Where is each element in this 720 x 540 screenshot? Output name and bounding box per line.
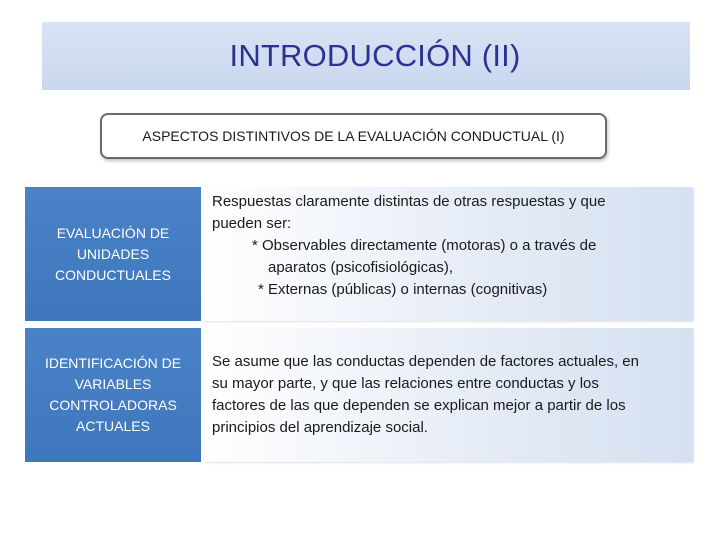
- subtitle-box: [100, 113, 607, 159]
- description-line: * Observables directamente (motoras) o a través de: [252, 237, 597, 254]
- row-label-line: IDENTIFICACIÓN DE: [44, 355, 182, 371]
- row-label-cell: [25, 187, 201, 321]
- title-banner: [42, 22, 690, 90]
- description-line: Respuestas claramente distintas de otras respuestas y que: [212, 193, 606, 210]
- description-line: aparatos (psicofisiológicas),: [268, 259, 454, 276]
- description-line: pueden ser:: [212, 215, 292, 232]
- row-label-line: EVALUACIÓN DE: [56, 224, 170, 241]
- description-line: principios del aprendizaje social.: [212, 419, 428, 436]
- description-line: * Externas (públicas) o internas (cognitivas): [258, 281, 548, 298]
- row-description-cell: [204, 328, 693, 462]
- page-title: INTRODUCCIÓN (II): [229, 38, 521, 73]
- description-line: Se asume que las conductas dependen de factores actuales, en: [212, 353, 639, 370]
- description-line: su mayor parte, y que las relaciones entre conductas y los: [212, 375, 599, 392]
- subtitle: ASPECTOS DISTINTIVOS DE LA EVALUACIÓN CONDUCTUAL (I): [142, 128, 565, 144]
- row-label-line: ACTUALES: [76, 418, 150, 434]
- row-label-line: CONTROLADORAS: [49, 397, 177, 413]
- table-row: [25, 328, 695, 462]
- description-line: factores de las que dependen se explican mejor a partir de los: [212, 397, 626, 414]
- row-label-line: UNIDADES: [76, 245, 150, 262]
- row-label-line: CONDUCTUALES: [55, 266, 171, 283]
- row-label-cell: [25, 328, 201, 462]
- row-description-cell: [204, 187, 693, 321]
- row-label-line: VARIABLES: [74, 376, 152, 392]
- table-row: [25, 187, 695, 321]
